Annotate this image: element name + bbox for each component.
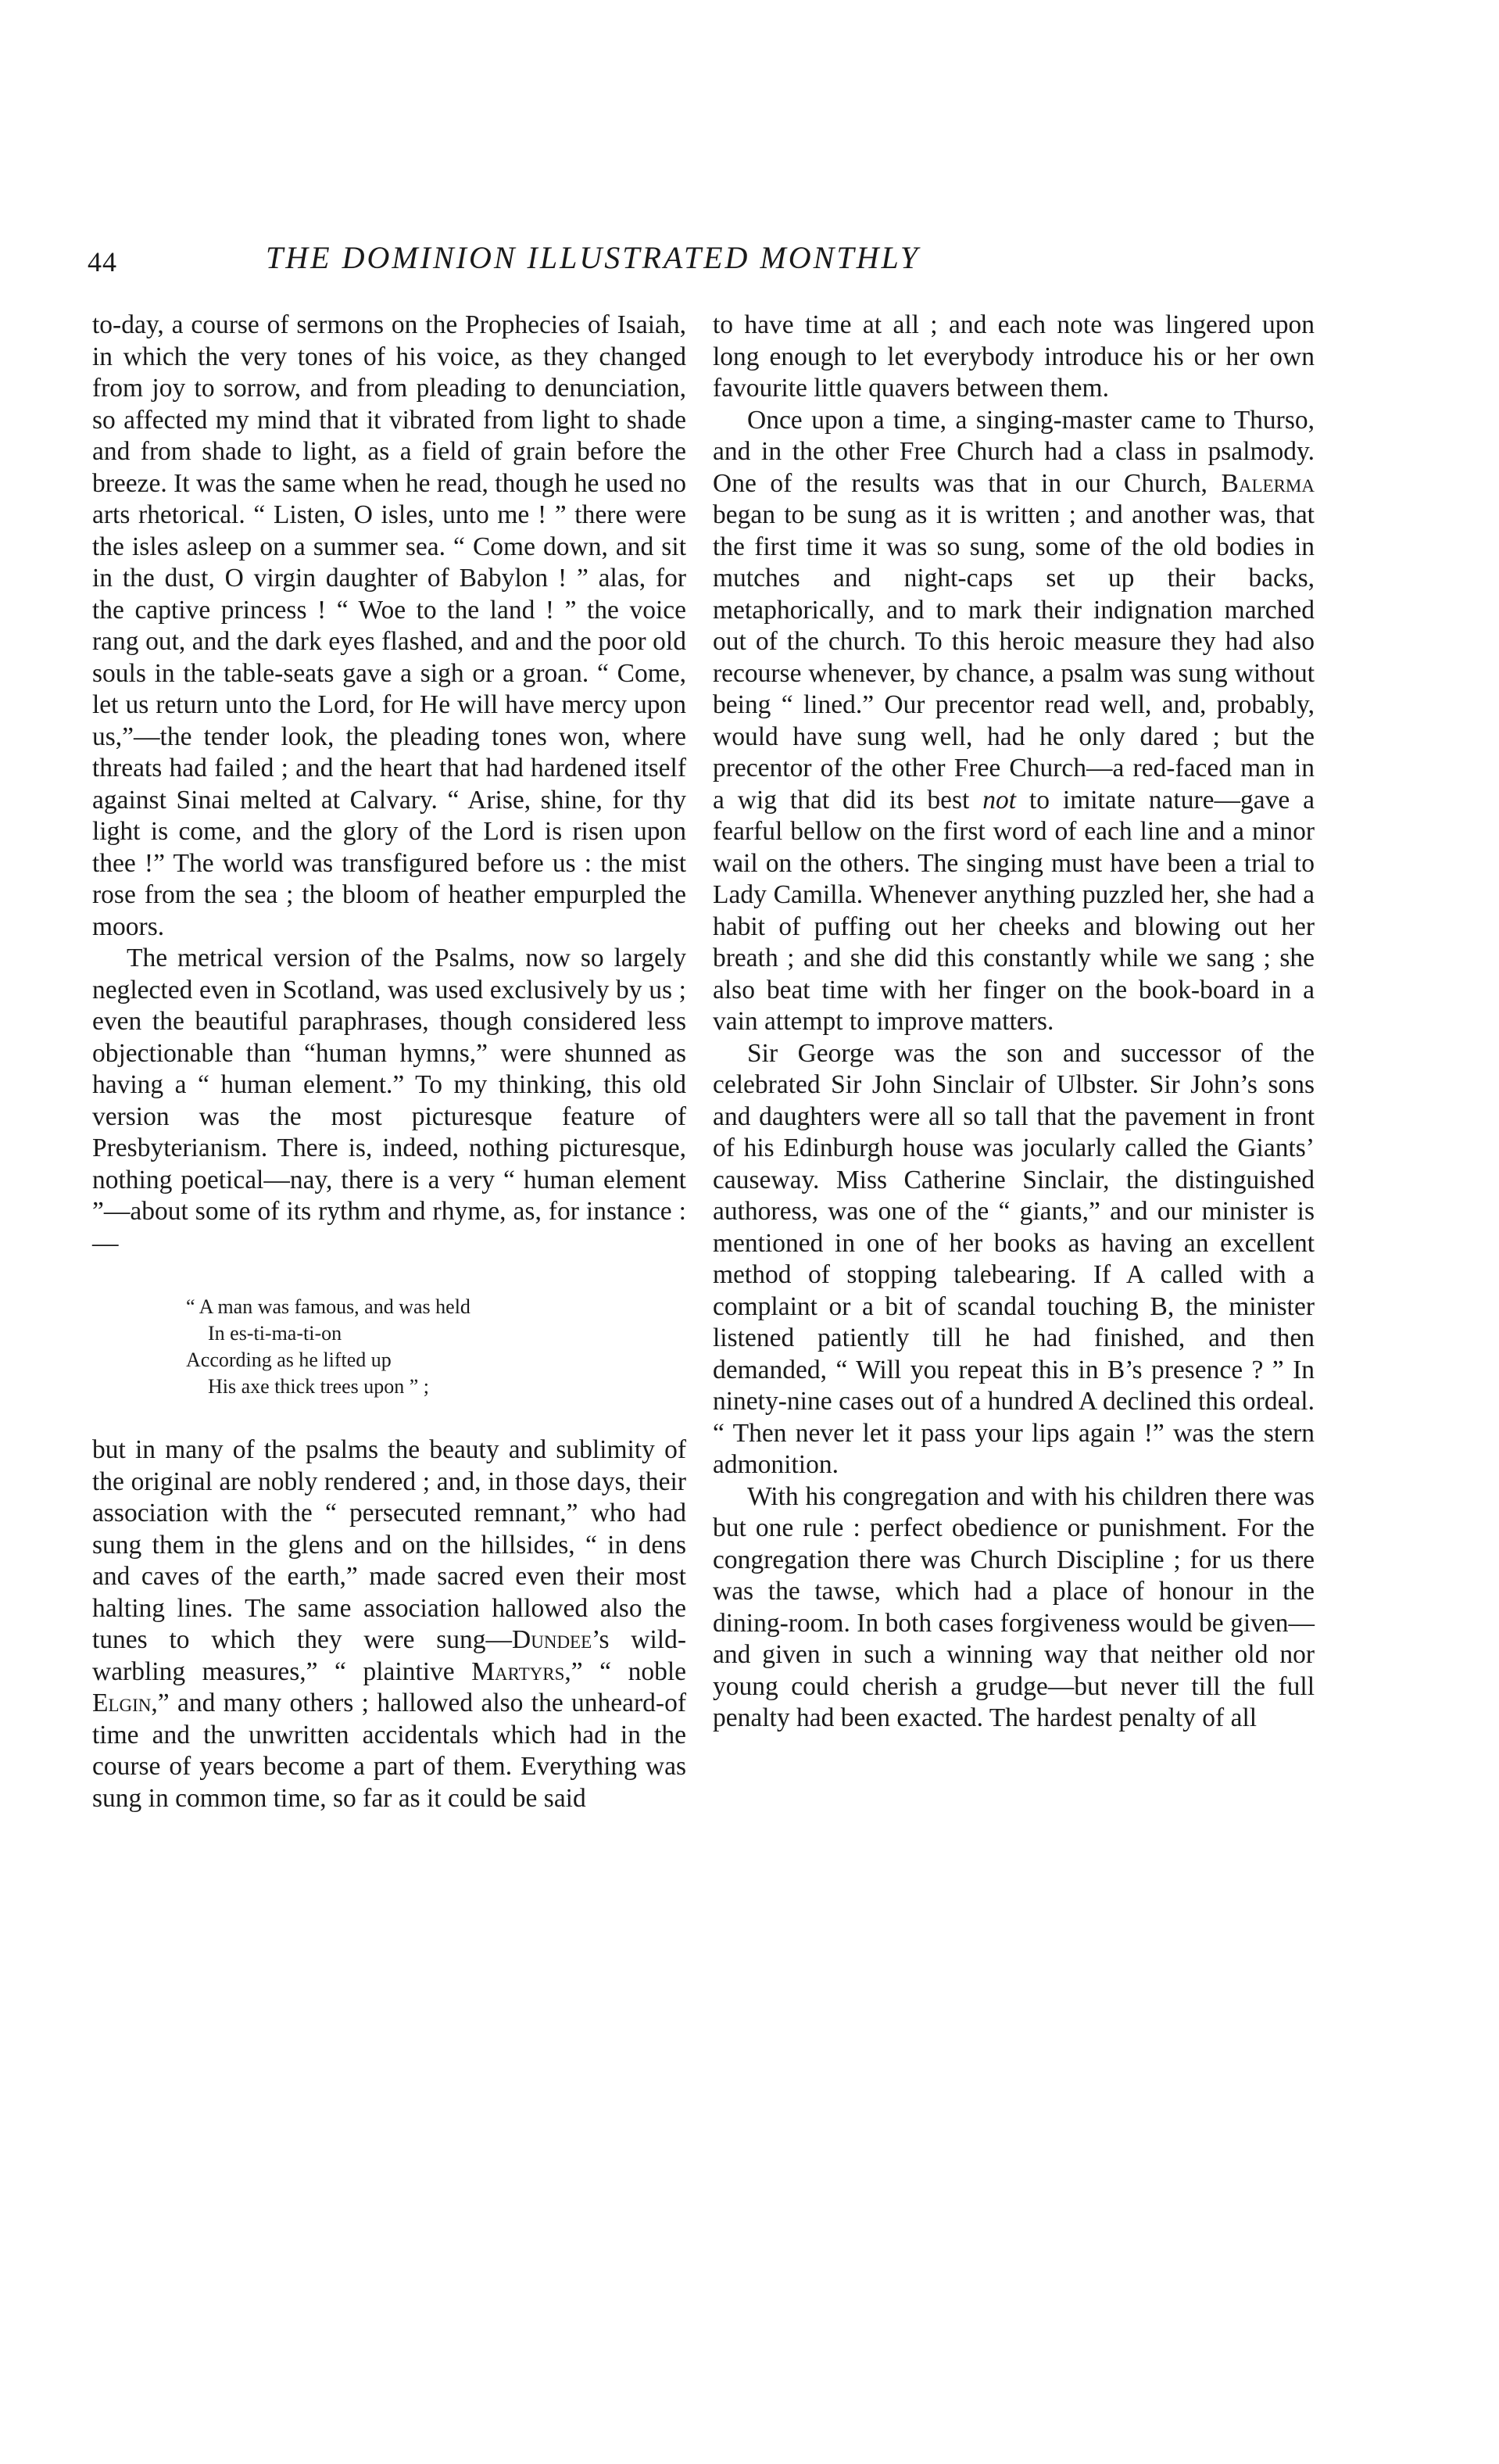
text-run: Once upon a time, a singing-master came to Thurso, and in the other Free Church had a class in psalmody. One of the results was that in our Church,	[713, 405, 1315, 498]
tune-name: Dundee	[512, 1625, 592, 1654]
text-run: ,” “ noble	[564, 1656, 686, 1686]
verse-line: In es-ti-ma-ti-on	[208, 1322, 342, 1345]
tune-name: Balerma	[1221, 468, 1315, 498]
right-column	[713, 310, 1315, 1735]
verse-line: “ A man was famous, and was held	[186, 1295, 470, 1318]
text-run: ,” and many others ; hallowed also the unheard-of time and the unwritten accidentals which had in the course of years become a part of them. Everything was sung in common time, so far as it could be said	[92, 1689, 686, 1813]
paragraph: The metrical version of the Psalms, now so largely neglected even in Scotland, was used exclusively by us ; even the beautiful paraphrases, though considered less objectionable than “human hymns,” were shunned as having a “ human element.” To my thinking, this old version was the most picturesque feature of Presbyterianism. There is, indeed, nothing picturesque, nothing poetical—nay, there is a very “ human element ”—about some of its rythm and rhyme, as, for instance :—	[92, 944, 686, 1258]
running-title: THE DOMINION ILLUSTRATED MONTHLY	[266, 240, 921, 275]
verse-line: According as he lifted up	[186, 1348, 392, 1371]
text-run: to imitate nature—gave a fearful bellow on the first word of each line and a minor wail on the others. The singing must have been a trial to Lady Camilla. Whenever anything puzzled her, she had a habit of puffing out her cheeks and blowing out her breath ; and she did this constantly while we sang ; she also beat time with her finger on the book-board in a vain attempt to improve matters.	[713, 785, 1315, 1036]
emphasis: not	[982, 785, 1016, 815]
paragraph: to have time at all ; and each note was lingered upon long enough to let everybody introduce his or her own favourite little quavers between them.	[713, 310, 1315, 403]
verse-quotation	[186, 1294, 686, 1400]
tune-name: Martyrs	[471, 1656, 565, 1686]
paragraph	[92, 1434, 686, 1814]
text-run: but in many of the psalms the beauty and sublimity of the original are nobly rendered ; and, in those days, their association with the “ persecuted remnant,” who had sung them in the glens and on the hillsides, “ in dens and caves of the earth,” made sacred even their most halting lines. The same association hallowed also the tunes to which they were sung—	[92, 1435, 686, 1654]
paragraph: With his congregation and with his children there was but one rule : perfect obedience or punishment. For the congregation there was Church Discipline ; for us there was the tawse, which had a place of honour in the dining-room. In both cases forgiveness would be given—and given in such a winning way that neither old nor young could cherish a grudge—but never till the full penalty had been exacted. The hardest penalty of all	[713, 1481, 1315, 1732]
paragraph: Sir George was the son and successor of the celebrated Sir John Sinclair of Ulbster. Sir John’s sons and daughters were all so tall that the pavement in front of his Edinburgh house was jocularly called the Giants’ causeway. Miss Catherine Sinclair, the distinguished authoress, was one of the “ giants,” and our minister is mentioned in one of her books as having an excellent method of stopping talebearing. If A called with a complaint or a bit of scandal touching B, the minister listened patiently till he had finished, and then demanded, “ Will you repeat this in B’s presence ? ” In ninety-nine cases out of a hundred A declined this ordeal. “ Then never let it pass your lips again !” was the stern admonition.	[713, 1038, 1315, 1479]
verse-line: His axe thick trees upon ” ;	[208, 1375, 430, 1398]
paragraph	[713, 405, 1315, 1038]
text-run: began to be sung as it is written ; and another was, that the first time it was so sung, some of the old bodies in mutches and night-caps set up their backs, metaphorically, and to mark their indignation marched out of the church. To this heroic measure they had also recourse whenever, by chance, a psalm was sung without being “ lined.” Our precentor read well, and, probably, would have sung well, had he only dared ; but the precentor of the other Free Church—a red-faced man in a wig that did its best	[713, 500, 1315, 815]
paragraph: to-day, a course of sermons on the Prophecies of Isaiah, in which the very tones of his voice, as they changed from joy to sorrow, and from pleading to denunciation, so affected my mind that it vibrated from light to shade and from shade to light, as a field of grain before the breeze. It was the same when he read, though he used no arts rhetorical. “ Listen, O isles, unto me ! ” there were the isles asleep on a summer sea. “ Come down, and sit in the dust, O virgin daughter of Babylon ! ” alas, for the captive princess ! “ Woe to the land ! ” the voice rang out, and the dark eyes flashed, and and the poor old souls in the table-seats gave a sigh or a groan. “ Come, let us return unto the Lord, for He will have mercy upon us,”—the tender look, the pleading tones won, where threats had failed ; and the heart that had hardened itself against Sinai melted at Calvary. “ Arise, shine, for thy light is come, and the glory of the Lord is risen upon thee !” The world was transfigured before us : the mist rose from the sea ; the bloom of heather empurpled the moors.	[92, 310, 686, 941]
tune-name: Elgin	[92, 1689, 152, 1717]
text-run: ’s wild-warbling measures,” “ plaintive	[92, 1625, 686, 1686]
left-column	[92, 310, 686, 1814]
page-number: 44	[88, 246, 117, 278]
